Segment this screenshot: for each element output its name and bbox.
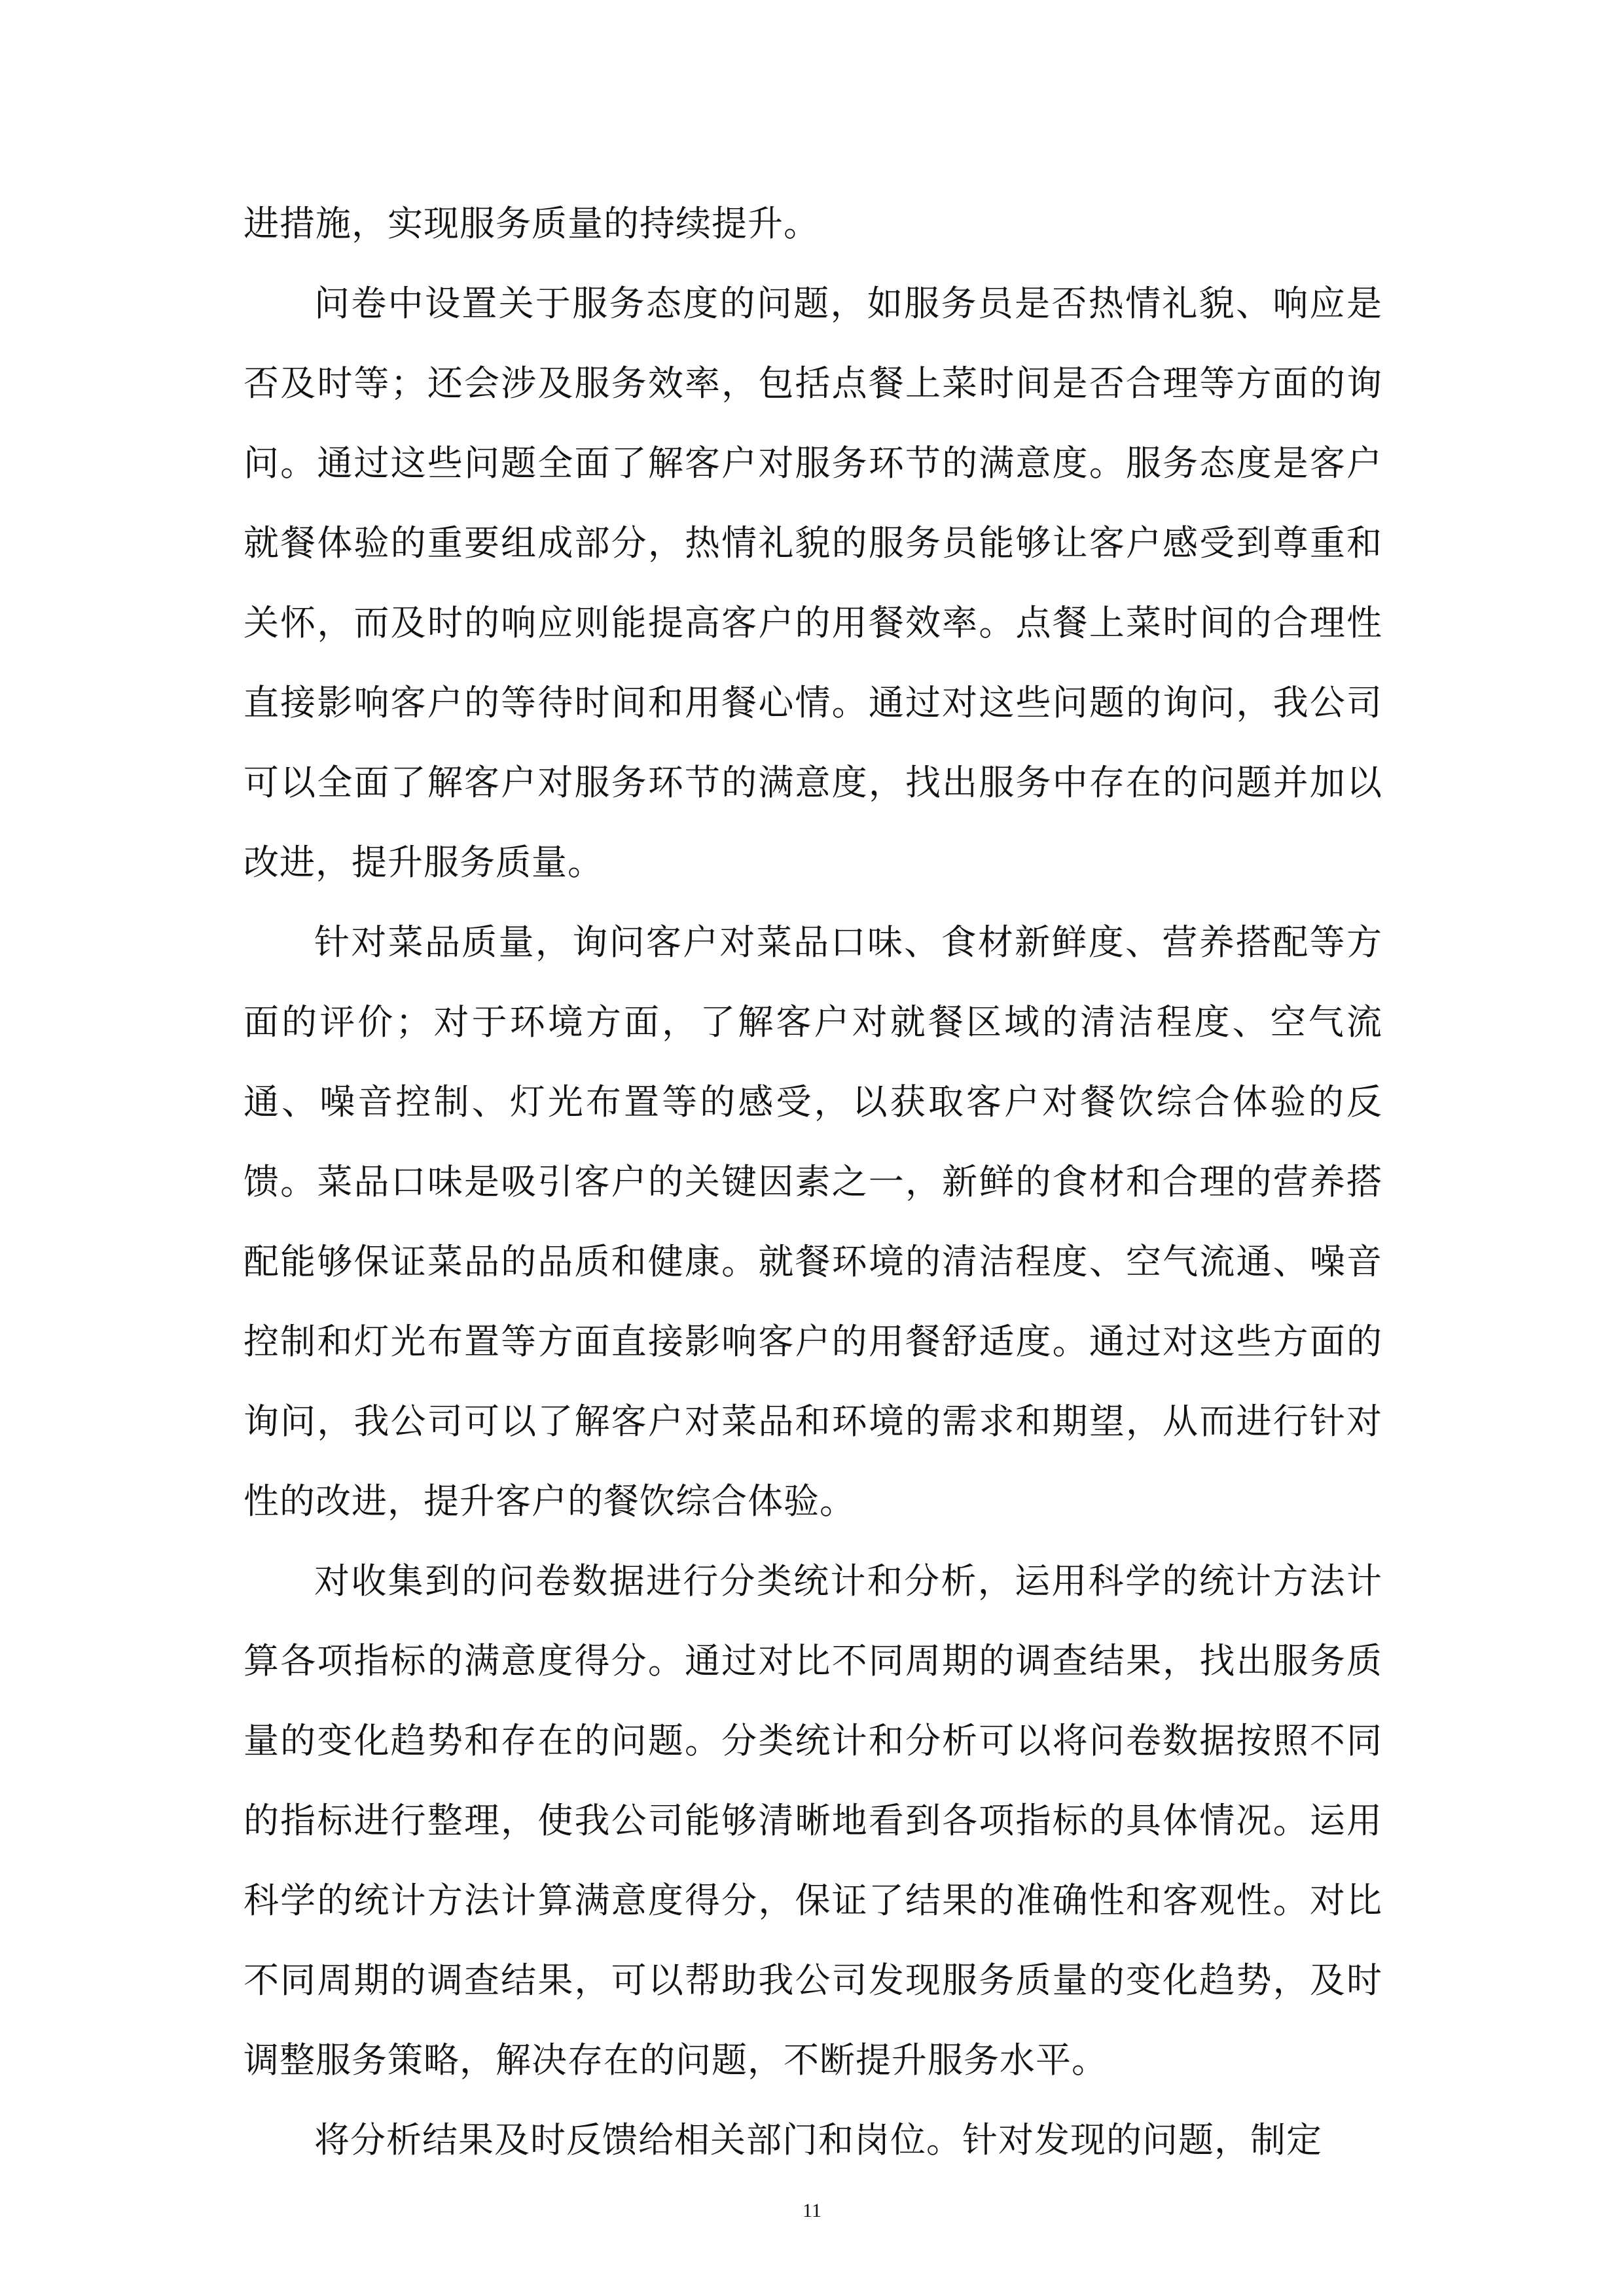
paragraph-2: 问卷中设置关于服务态度的问题，如服务员是否热情礼貌、响应是否及时等；还会涉及服务效率，包括点餐上菜时间是否合理等方面的询问。通过这些问题全面了解客户对服务环节的满意度。服务态度是客户就餐体验的重要组成部分，热情礼貌的服务员能够让客户感受到尊重和关怀，而及时的响应则能提高客户的用餐效率。点餐上菜时间的合理性直接影响客户的等待时间和用餐心情。通过对这些问题的询问，我公司可以全面了解客户对服务环节的满意度，找出服务中存在的问题并加以改进，提升服务质量。 — [244, 283, 1382, 883]
paragraph-3: 针对菜品质量，询问客户对菜品口味、食材新鲜度、营养搭配等方面的评价；对于环境方面，了解客户对就餐区域的清洁程度、空气流通、噪音控制、灯光布置等的感受，以获取客户对餐饮综合体验的反馈。菜品口味是吸引客户的关键因素之一，新鲜的食材和合理的营养搭配能够保证菜品的品质和健康。就餐环境的清洁程度、空气流通、噪音控制和灯光布置等方面直接影响客户的用餐舒适度。通过对这些方面的询问，我公司可以了解客户对菜品和环境的需求和期望，从而进行针对性的改进，提升客户的餐饮综合体验。 — [244, 922, 1382, 1522]
paragraph-5: 将分析结果及时反馈给相关部门和岗位。针对发现的问题，制定 — [314, 2119, 1322, 2161]
paragraph-4: 对收集到的问卷数据进行分类统计和分析，运用科学的统计方法计算各项指标的满意度得分。通过对比不同周期的调查结果，找出服务质量的变化趋势和存在的问题。分类统计和分析可以将问卷数据按照不同的指标进行整理，使我公司能够清晰地看到各项指标的具体情况。运用科学的统计方法计算满意度得分，保证了结果的准确性和客观性。对比不同周期的调查结果，可以帮助我公司发现服务质量的变化趋势，及时调整服务策略，解决存在的问题，不断提升服务水平。 — [244, 1560, 1382, 2081]
page-number: 11 — [803, 2200, 821, 2221]
body-text — [244, 184, 1382, 2180]
paragraph-1: 进措施，实现服务质量的持续提升。 — [244, 203, 820, 244]
